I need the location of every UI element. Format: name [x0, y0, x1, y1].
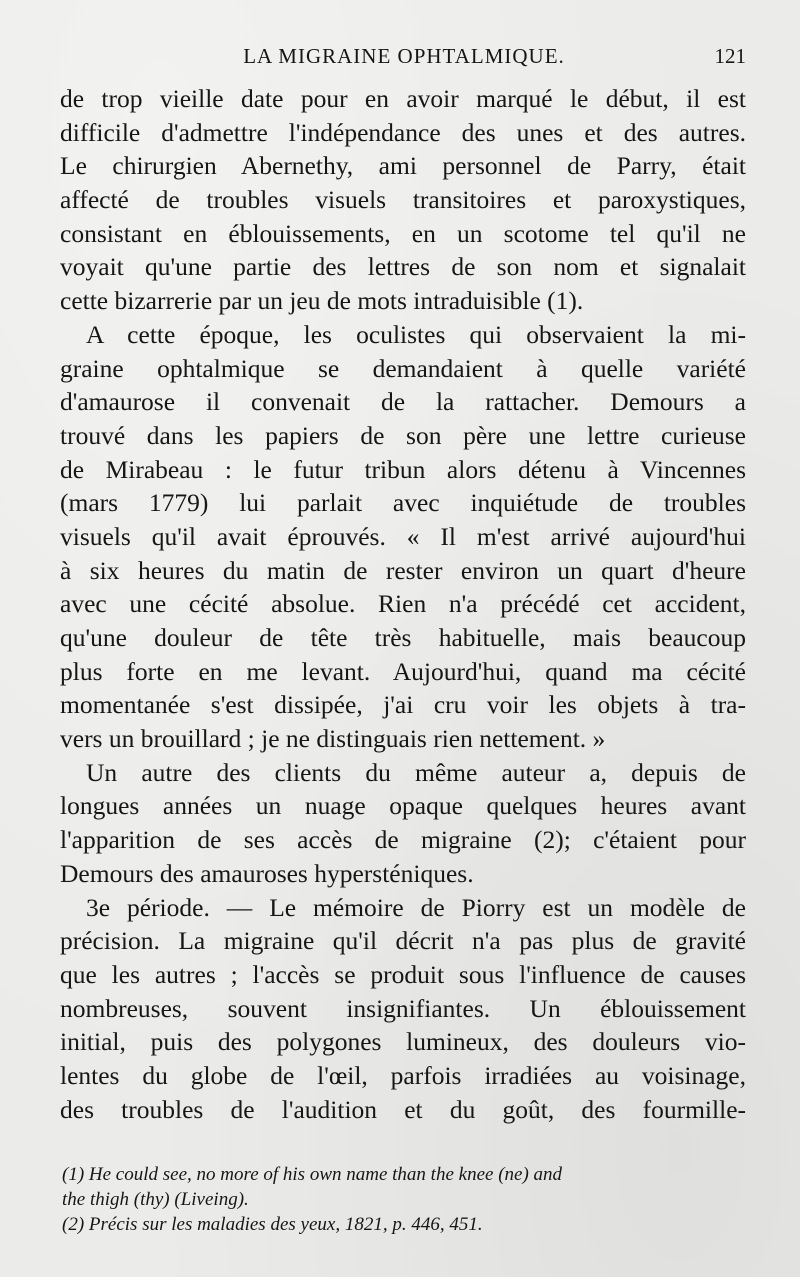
text-line: d'amaurose il convenait de la rattacher. Demours a [60, 387, 746, 417]
text-line: nombreuses, souvent insignifiantes. Un éblouissement [60, 993, 746, 1023]
text-line: 3e période. — Le mémoire de Piorry est un modèle de [86, 892, 746, 922]
text-line: avec une cécité absolue. Rien n'a précédé cet accident, [60, 589, 746, 619]
body-text [60, 82, 746, 1126]
text-line: affecté de troubles visuels transitoires et paroxystiques, [60, 185, 746, 215]
text-line: que les autres ; l'accès se produit sous l'influence de causes [60, 959, 746, 989]
text-line: lentes du globe de l'œil, parfois irradiées au voisinage, [60, 1060, 746, 1090]
text-line: difficile d'admettre l'indépendance des unes et des autres. [60, 117, 746, 147]
text-line: momentanée s'est dissipée, j'ai cru voir les objets à tra- [60, 690, 746, 720]
text-line: longues années un nuage opaque quelques heures avant [60, 791, 746, 821]
text-line: à six heures du matin de rester environ un quart d'heure [60, 555, 746, 585]
text-line: des troubles de l'audition et du goût, des fourmille- [60, 1094, 746, 1124]
text-line: consistant en éblouissements, en un scotome tel qu'il ne [60, 218, 746, 248]
text-line: de trop vieille date pour en avoir marqué le début, il est [60, 84, 746, 113]
page-number: 121 [714, 44, 746, 68]
text-line: initial, puis des polygones lumineux, des douleurs vio- [60, 1027, 746, 1057]
footnotes [62, 1162, 746, 1237]
text-line: A cette époque, les oculistes qui observaient la mi- [86, 319, 746, 349]
running-title: LA MIGRAINE OPHTALMIQUE. [243, 44, 565, 68]
text-line: vers un brouillard ; je ne distinguais rien nettement. » [60, 724, 606, 754]
text-line: cette bizarrerie par un jeu de mots intraduisible (1). [60, 286, 584, 316]
text-line: (mars 1779) lui parlait avec inquiétude de troubles [60, 488, 746, 518]
text-line: voyait qu'une partie des lettres de son nom et signalait [60, 252, 746, 282]
footnote-2: (2) Précis sur les maladies des yeux, 1821, p. 446, 451. [62, 1214, 483, 1235]
text-line: plus forte en me levant. Aujourd'hui, quand ma cécité [60, 656, 746, 686]
running-header [62, 44, 746, 74]
text-line: qu'une douleur de tête très habituelle, mais beaucoup [60, 623, 746, 652]
text-line: Un autre des clients du même auteur a, depuis de [86, 757, 746, 787]
text-line: Demours des amauroses hypersténiques. [60, 858, 474, 888]
footnote-1: (1) He could see, no more of his own name than the knee (ne) and [62, 1164, 563, 1185]
text-line: de Mirabeau : le futur tribun alors détenu à Vincennes [60, 454, 746, 484]
text-line: trouvé dans les papiers de son père une lettre curieuse [60, 420, 746, 450]
footnote-1-continued: the thigh (thy) (Liveing). [62, 1189, 249, 1210]
text-line: visuels qu'il avait éprouvés. « Il m'est arrivé aujourd'hui [60, 521, 746, 551]
text-line: l'apparition de ses accès de migraine (2); c'étaient pour [60, 825, 746, 855]
text-line: précision. La migraine qu'il décrit n'a pas plus de gravité [60, 926, 746, 956]
text-line: graine ophtalmique se demandaient à quelle variété [60, 353, 746, 383]
text-line: Le chirurgien Abernethy, ami personnel de Parry, était [60, 151, 746, 181]
